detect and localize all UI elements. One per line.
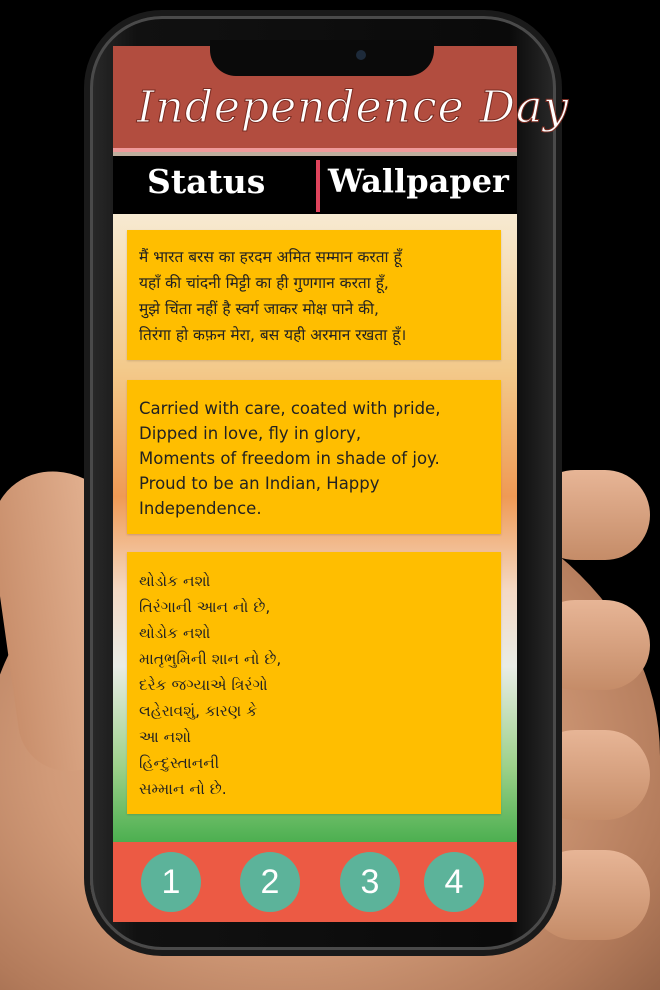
page-button-1[interactable]: 1 <box>141 852 201 912</box>
page-button-4[interactable]: 4 <box>424 852 484 912</box>
status-card[interactable] <box>127 552 501 814</box>
phone-notch <box>210 40 434 76</box>
camera-icon <box>356 50 366 60</box>
tab-divider <box>316 160 320 212</box>
status-card[interactable] <box>127 380 501 534</box>
status-list[interactable] <box>113 214 517 842</box>
tab-wallpaper[interactable]: Wallpaper <box>328 162 509 200</box>
app-screen <box>113 46 570 922</box>
page-button-3[interactable]: 3 <box>340 852 400 912</box>
status-text: मैं भारत बरस का हरदम अमित सम्मान करता हूँ यहाँ की चांदनी मिट्टी का ही गुणगान करता हूँ, मुझे चिंता नहीं है स्वर्ग जाकर मोक्ष पाने की, तिरंगा हो कफ़न मेरा, बस यही अरमान रखता हूँ। <box>139 248 407 344</box>
tab-status[interactable]: Status <box>147 162 266 201</box>
page-nav-bar <box>113 842 517 922</box>
status-text: થોડોક નશો તિરંગાની આન નો છે, થોડોક નશો માતૃભુમિની શાન નો છે, દરેક જગ્યાએ ત્રિરંગો લહેરાવશું, કારણ કે આ નશો હિન્દુસ્તાનની સમ્માન નો છે. <box>139 572 282 798</box>
app-title: Independence Day <box>137 82 570 133</box>
status-card[interactable] <box>127 230 501 360</box>
status-text: Carried with care, coated with pride, Dipped in love, fly in glory, Moments of freedom in shade of joy. Proud to be an Indian, Happy Independence. <box>139 399 441 518</box>
tab-bar <box>113 156 517 214</box>
header-divider <box>113 148 517 152</box>
page-button-2[interactable]: 2 <box>240 852 300 912</box>
